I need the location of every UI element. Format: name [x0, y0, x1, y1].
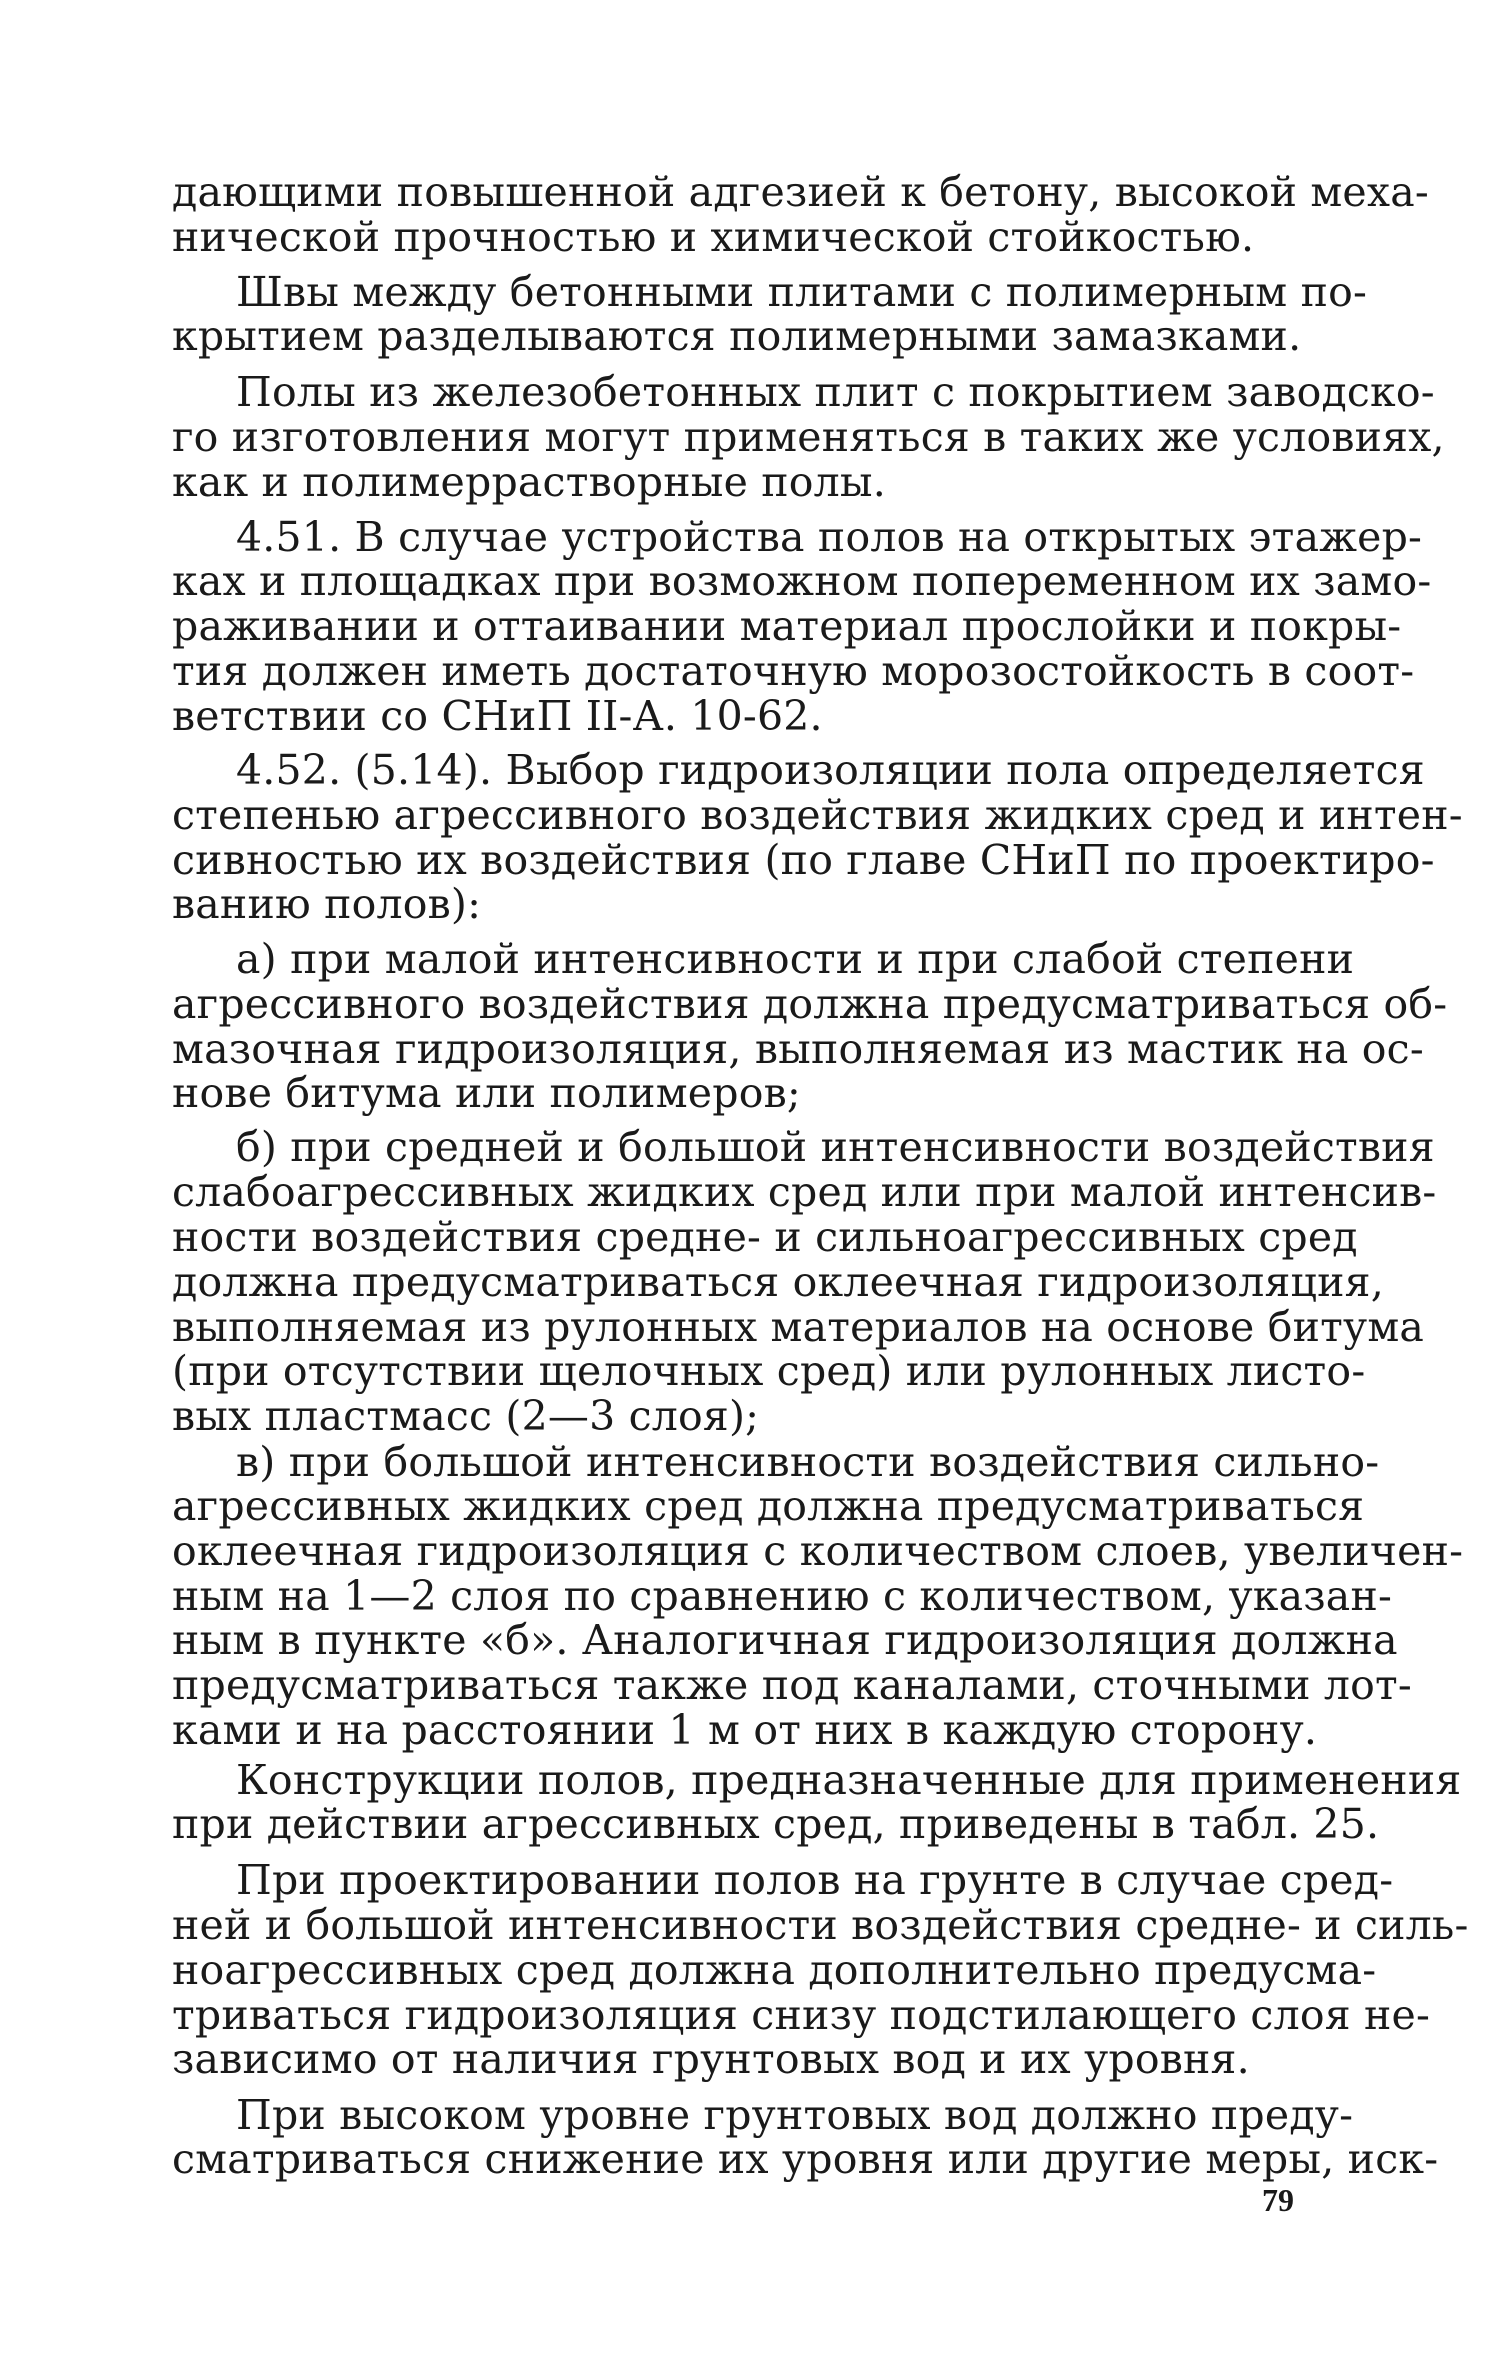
text-line: б) при средней и большой интенсивности воздействия	[236, 1123, 1435, 1171]
text-line: сивностью их воздействия (по главе СНиП по проектиро-	[172, 836, 1435, 884]
text-line: Конструкции полов, предназначенные для применения	[236, 1756, 1462, 1804]
text-line: выполняемая из рулонных материалов на основе битума	[172, 1303, 1425, 1351]
text-line: сматриваться снижение их уровня или другие меры, иск-	[172, 2135, 1439, 2183]
text-line: в) при большой интенсивности воздействия сильно-	[236, 1438, 1380, 1486]
text-line: 4.51. В случае устройства полов на открытых этажер-	[236, 513, 1423, 561]
text-line: ноагрессивных сред должна дополнительно предусма-	[172, 1946, 1377, 1994]
text-line: тия должен иметь достаточную морозостойкость в соот-	[172, 647, 1415, 695]
text-line: ности воздействия средне- и сильноагрессивных сред	[172, 1213, 1358, 1261]
text-line: вых пластмасс (2—3 слоя);	[172, 1392, 760, 1440]
text-line: Швы между бетонными плитами с полимерным по-	[236, 268, 1368, 316]
text-line: должна предусматриваться оклеечная гидроизоляция,	[172, 1258, 1384, 1306]
text-line: агрессивного воздействия должна предусматриваться об-	[172, 980, 1448, 1028]
text-line: агрессивных жидких сред должна предусматриваться	[172, 1482, 1365, 1530]
text-line: ванию полов):	[172, 880, 482, 928]
text-line: оклеечная гидроизоляция с количеством слоев, увеличен-	[172, 1527, 1464, 1575]
text-line: ками и на расстоянии 1 м от них в каждую сторону.	[172, 1706, 1318, 1754]
page-number: 79	[1262, 2182, 1294, 2218]
text-line: 4.52. (5.14). Выбор гидроизоляции пола определяется	[236, 746, 1425, 794]
text-line: ным на 1—2 слоя по сравнению с количеством, указан-	[172, 1572, 1393, 1620]
text-line: При высоком уровне грунтовых вод должно преду-	[236, 2091, 1354, 2139]
text-line: крытием разделываются полимерными замазками.	[172, 312, 1302, 360]
text-line: дающими повышенной адгезией к бетону, высокой меха-	[172, 168, 1429, 216]
text-line: при действии агрессивных сред, приведены в табл. 25.	[172, 1800, 1380, 1848]
text-line: ным в пункте «б». Аналогичная гидроизоляция должна	[172, 1616, 1398, 1664]
text-line: слабоагрессивных жидких сред или при малой интенсив-	[172, 1168, 1437, 1216]
text-line: нове битума или полимеров;	[172, 1069, 801, 1117]
text-line: как и полимеррастворные полы.	[172, 458, 886, 506]
text-line: мазочная гидроизоляция, выполняемая из мастик на ос-	[172, 1025, 1424, 1073]
text-line: При проектировании полов на грунте в случае сред-	[236, 1856, 1394, 1904]
text-line: нической прочностью и химической стойкостью.	[172, 213, 1255, 261]
text-line: ветствии со СНиП II-А. 10-62.	[172, 692, 823, 740]
text-line: Полы из железобетонных плит с покрытием заводско-	[236, 368, 1435, 416]
text-line: предусматриваться также под каналами, сточными лот-	[172, 1661, 1412, 1709]
text-line: степенью агрессивного воздействия жидких сред и интен-	[172, 791, 1463, 839]
text-line: раживании и оттаивании материал прослойки и покры-	[172, 602, 1402, 650]
text-line: триваться гидроизоляция снизу подстилающего слоя не-	[172, 1991, 1431, 2039]
text-line: а) при малой интенсивности и при слабой степени	[236, 935, 1355, 983]
text-line: го изготовления могут применяться в таких же условиях,	[172, 413, 1445, 461]
text-line: ней и большой интенсивности воздействия средне- и силь-	[172, 1901, 1469, 1949]
text-line: (при отсутствии щелочных сред) или рулонных листо-	[172, 1347, 1366, 1395]
text-line: ках и площадках при возможном попеременном их замо-	[172, 557, 1432, 605]
text-line: зависимо от наличия грунтовых вод и их уровня.	[172, 2035, 1250, 2083]
